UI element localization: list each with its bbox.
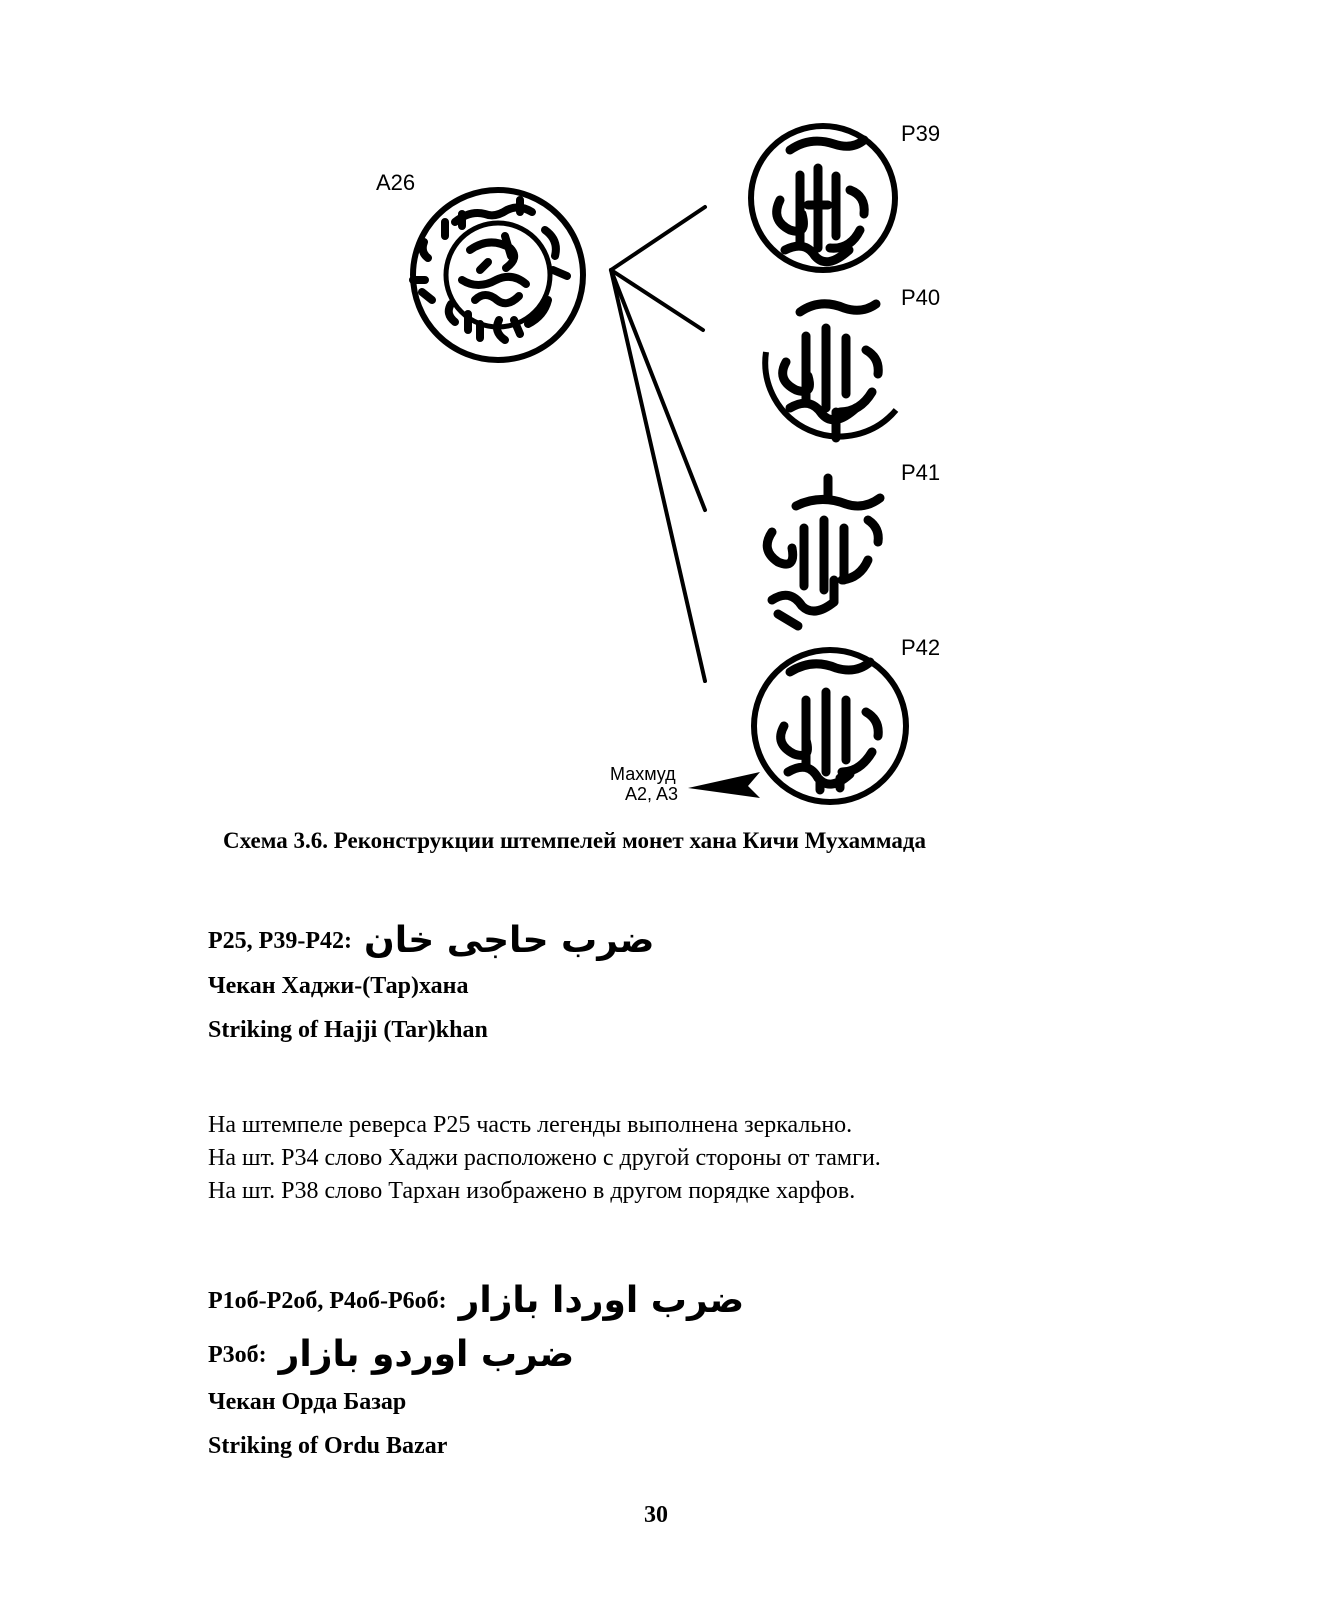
section1-translation-en: Striking of Hajji (Tar)khan [208, 1017, 488, 1043]
section2-dies-b: P3об: [208, 1342, 267, 1368]
reverse-label-p42: P42 [901, 635, 941, 660]
die-link-lines [611, 207, 705, 681]
reverse-label-p39: P39 [901, 121, 941, 146]
note-line: На шт. P38 слово Тархан изображено в другом порядке харфов. [208, 1178, 856, 1204]
link-note-line1: Махмуд [610, 764, 676, 784]
link-arrow [688, 772, 760, 798]
figure-caption: Схема 3.6. Реконструкции штемпелей монет хана Кичи Мухаммада [223, 828, 926, 853]
section2-arabic-legend-b: ضرب اوردو بازار [278, 1334, 575, 1375]
note-line: На штемпеле реверса P25 часть легенды выполнена зеркально. [208, 1112, 853, 1138]
section2-translation-ru: Чекан Орда Базар [208, 1389, 407, 1415]
section1-arabic-legend: ضرب حاجی خان [363, 920, 655, 961]
reverse-die-p40 [765, 304, 896, 438]
note-line: На шт. P34 слово Хаджи расположено с другой стороны от тамги. [208, 1145, 881, 1171]
page-number: 30 [644, 1502, 668, 1528]
reverse-die-p41 [767, 478, 880, 626]
section2-arabic-legend-a: ضرب اوردا بازار [458, 1280, 745, 1321]
obverse-die-a26 [413, 190, 583, 360]
section2-legend-line-b [208, 1334, 574, 1375]
obverse-label: A26 [376, 170, 416, 195]
reverse-label-p41: P41 [901, 460, 941, 485]
section1-notes [208, 1109, 881, 1208]
section2-translation-en: Striking of Ordu Bazar [208, 1433, 448, 1459]
section1-legend-line [208, 920, 654, 961]
reverse-label-p40: P40 [901, 285, 941, 310]
section2-dies-a: P1об-P2об, P4об-P6об: [208, 1288, 447, 1314]
reverse-die-p39 [751, 126, 895, 270]
section1-translation-ru: Чекан Хаджи-(Тар)хана [208, 973, 469, 999]
reverse-die-p42 [754, 650, 906, 802]
section2-legend-line-a [208, 1280, 744, 1321]
link-note-line2: A2, A3 [625, 784, 679, 804]
section1-dies: P25, P39-P42: [208, 928, 352, 954]
